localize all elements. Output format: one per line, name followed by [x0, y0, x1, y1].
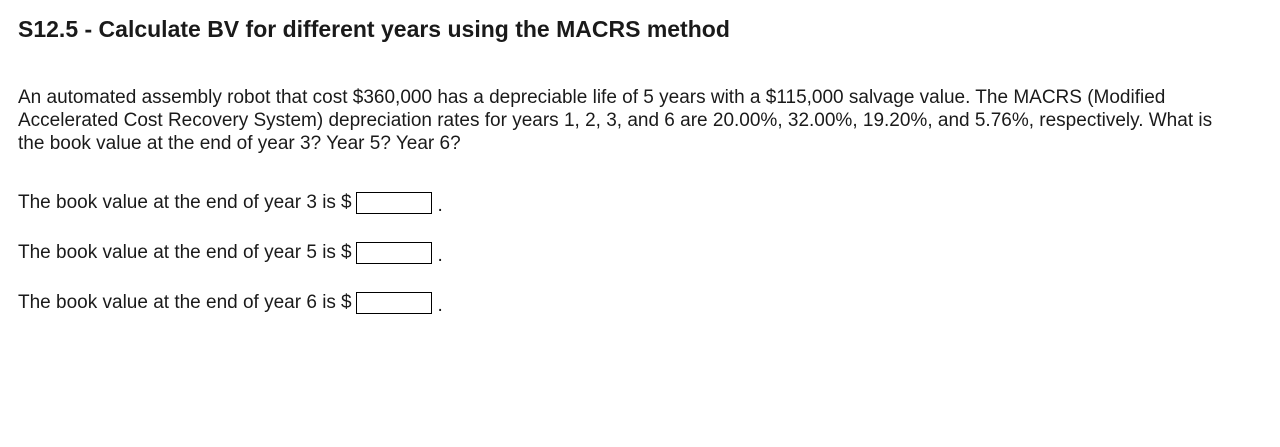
question-container [18, 14, 1258, 341]
answer-row-year-5 [18, 241, 1258, 265]
currency-symbol: $ [340, 292, 352, 313]
answer-row-year-3 [18, 191, 1258, 215]
period: . [437, 195, 443, 216]
question-title: S12.5 - Calculate BV for different years using the MACRS method [18, 16, 730, 42]
book-value-year-6-input[interactable] [356, 292, 432, 314]
period: . [437, 295, 443, 316]
currency-symbol: $ [340, 242, 352, 263]
answer-label-year-3: The book value at the end of year 3 is [18, 192, 336, 213]
answer-row-year-6 [18, 291, 1258, 315]
problem-statement: An automated assembly robot that cost $360,000 has a depreciable life of 5 years with a $115,000 salvage value. The MACRS (Modified Accelerated Cost Recovery System) depreciation rates for years 1, 2, 3, and 6 are 20.00%, 32.00%, 19.20%, and 5.76%, respectively. What is the book value at the end of year 3? Year 5? Year 6? [18, 87, 1213, 154]
answer-label-year-5: The book value at the end of year 5 is [18, 242, 336, 263]
answer-label-year-6: The book value at the end of year 6 is [18, 292, 336, 313]
answer-section [18, 191, 1258, 315]
book-value-year-5-input[interactable] [356, 242, 432, 264]
period: . [437, 245, 443, 266]
book-value-year-3-input[interactable] [356, 192, 432, 214]
currency-symbol: $ [340, 192, 352, 213]
